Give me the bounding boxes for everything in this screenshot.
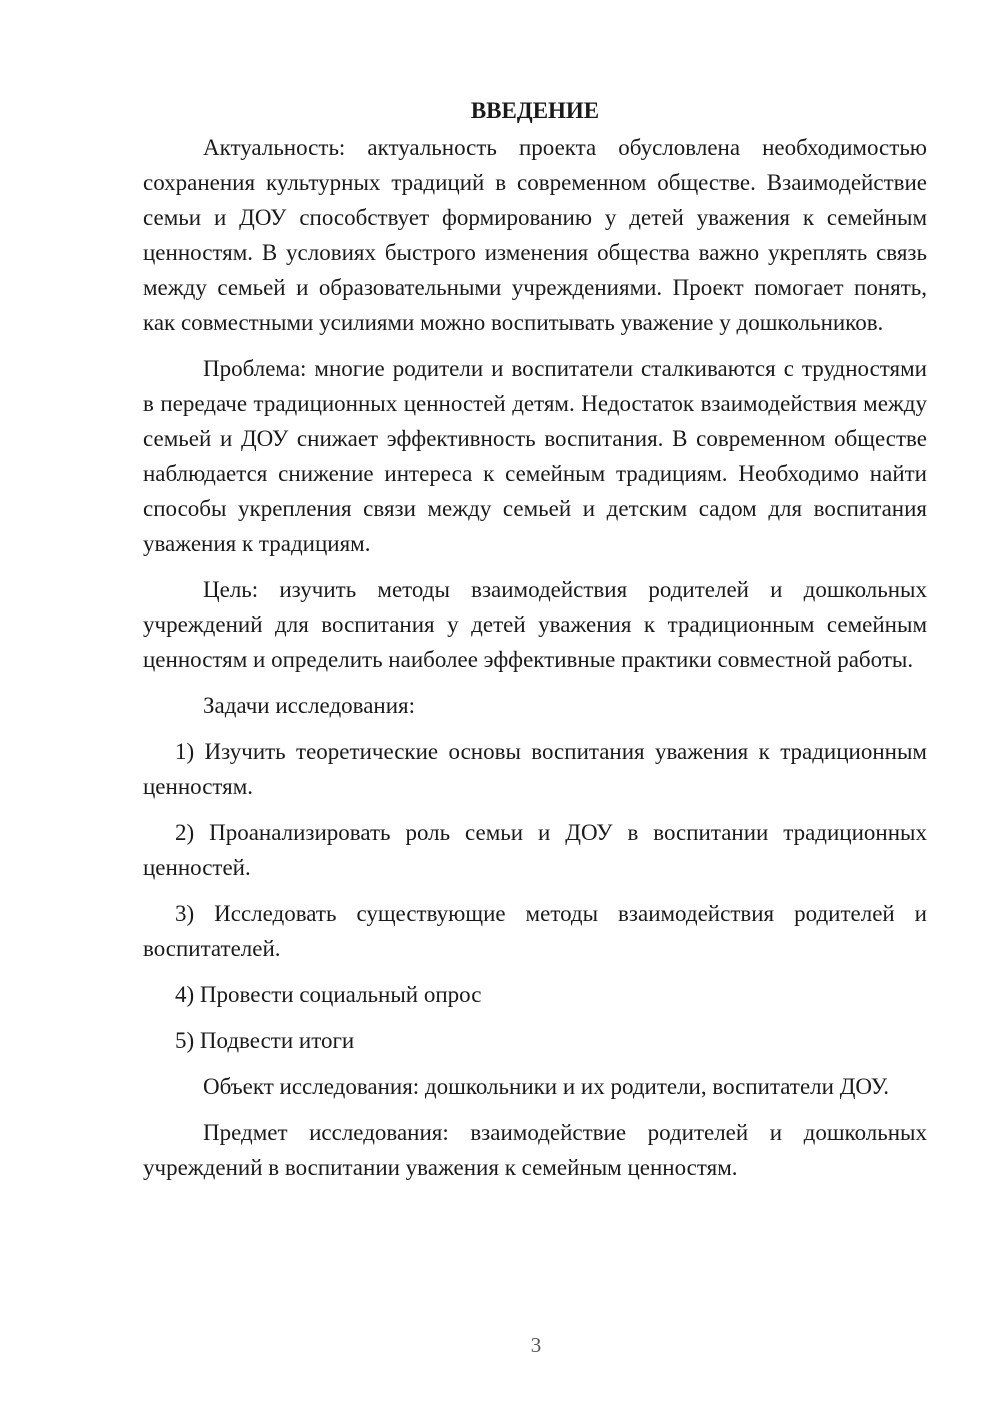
paragraph-relevance: Актуальность: актуальность проекта обусловлена необходимостью сохранения культурных традиций в современном обществе. Взаимодействие семьи и ДОУ способствует формированию у детей уважения к семейным ценностям. В условиях быстрого изменения общества важно укреплять связь между семьей и образовательными учреждениями. Проект помогает понять, как совместными усилиями можно воспитывать уважение у дошкольников. [143, 135, 927, 335]
paragraph-object: Объект исследования: дошкольники и их родители, воспитатели ДОУ. [203, 1074, 890, 1099]
task-item-3: 3) Исследовать существующие методы взаимодействия родителей и воспитателей. [143, 901, 927, 961]
page-number: 3 [530, 1333, 542, 1357]
paragraph-problem: Проблема: многие родители и воспитатели сталкиваются с трудностями в передаче традиционных ценностей детям. Недостаток взаимодействия между семьей и ДОУ снижает эффективность воспитания. В современном обществе наблюдается снижение интереса к семейным традициям. Необходимо найти способы укрепления связи между семьей и детским садом для воспитания уважения к традициям. [143, 356, 927, 556]
page-content [143, 92, 927, 1196]
task-item-4: 4) Провести социальный опрос [175, 982, 482, 1007]
paragraph-subject: Предмет исследования: взаимодействие родителей и дошкольных учреждений в воспитании уважения к семейным ценностям. [143, 1120, 927, 1180]
tasks-heading: Задачи исследования: [203, 693, 416, 718]
task-item-5: 5) Подвести итоги [175, 1028, 355, 1053]
section-title: ВВЕДЕНИЕ [470, 98, 600, 123]
paragraph-goal: Цель: изучить методы взаимодействия родителей и дошкольных учреждений для воспитания у детей уважения к традиционным семейным ценностям и определить наиболее эффективные практики совместной работы. [143, 577, 927, 672]
task-item-2: 2) Проанализировать роль семьи и ДОУ в воспитании традиционных ценностей. [143, 820, 927, 880]
task-item-1: 1) Изучить теоретические основы воспитания уважения к традиционным ценностям. [143, 739, 927, 799]
